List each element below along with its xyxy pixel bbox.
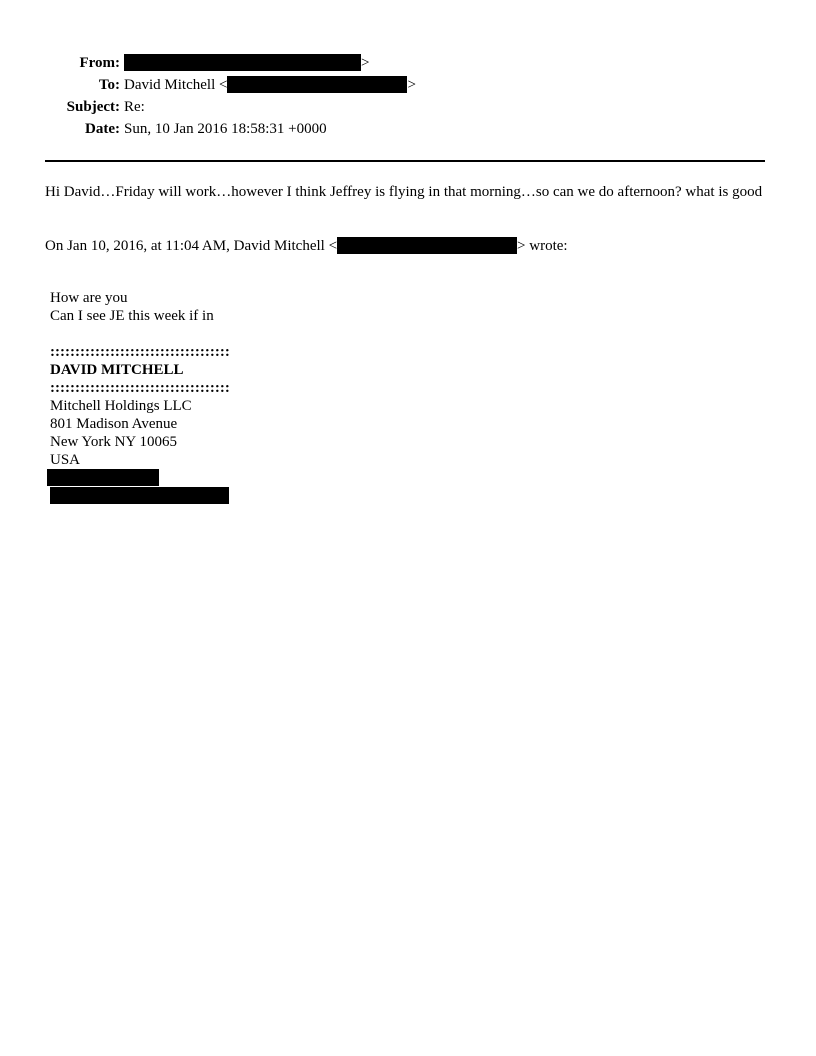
to-value bbox=[124, 76, 416, 94]
signature-address-line-2: New York NY 10065 bbox=[50, 434, 177, 450]
signature-divider-bottom: :::::::::::::::::::::::::::::::::::: bbox=[50, 380, 230, 396]
to-row bbox=[0, 76, 816, 94]
subject-row bbox=[0, 98, 816, 116]
to-label: To: bbox=[98, 77, 120, 93]
quote-intro-prefix: On Jan 10, 2016, at 11:04 AM, David Mitchell < bbox=[45, 238, 338, 254]
quote-intro-suffix: > wrote: bbox=[517, 238, 568, 254]
signature-name: DAVID MITCHELL bbox=[50, 362, 184, 378]
from-value bbox=[124, 54, 369, 72]
quote-intro bbox=[45, 237, 767, 255]
from-suffix: > bbox=[361, 55, 370, 71]
from-row bbox=[0, 54, 816, 72]
signature-address-line-1: 801 Madison Avenue bbox=[50, 416, 178, 432]
to-suffix: > bbox=[407, 77, 416, 93]
quoted-line-1: How are you bbox=[50, 290, 128, 306]
redacted-from-address bbox=[124, 54, 361, 71]
redacted-to-address bbox=[227, 76, 407, 93]
redacted-quote-address bbox=[337, 237, 517, 254]
redacted-phone bbox=[47, 469, 159, 486]
header-divider bbox=[45, 160, 765, 162]
redacted-email bbox=[50, 487, 229, 504]
signature-company: Mitchell Holdings LLC bbox=[50, 398, 192, 414]
reply-text: Hi David…Friday will work…however I think Jeffrey is flying in that morning…so can we do afternoon? what is good bbox=[45, 184, 763, 200]
signature-country: USA bbox=[50, 452, 81, 468]
subject-value: Re: bbox=[124, 99, 145, 115]
date-value: Sun, 10 Jan 2016 18:58:31 +0000 bbox=[124, 121, 327, 137]
signature-divider-top: :::::::::::::::::::::::::::::::::::: bbox=[50, 344, 230, 360]
from-label: From: bbox=[79, 55, 120, 71]
date-label: Date: bbox=[85, 121, 120, 137]
to-name: David Mitchell < bbox=[124, 77, 228, 93]
subject-label: Subject: bbox=[66, 99, 120, 115]
date-row bbox=[0, 120, 816, 138]
quoted-line-2: Can I see JE this week if in bbox=[50, 308, 214, 324]
